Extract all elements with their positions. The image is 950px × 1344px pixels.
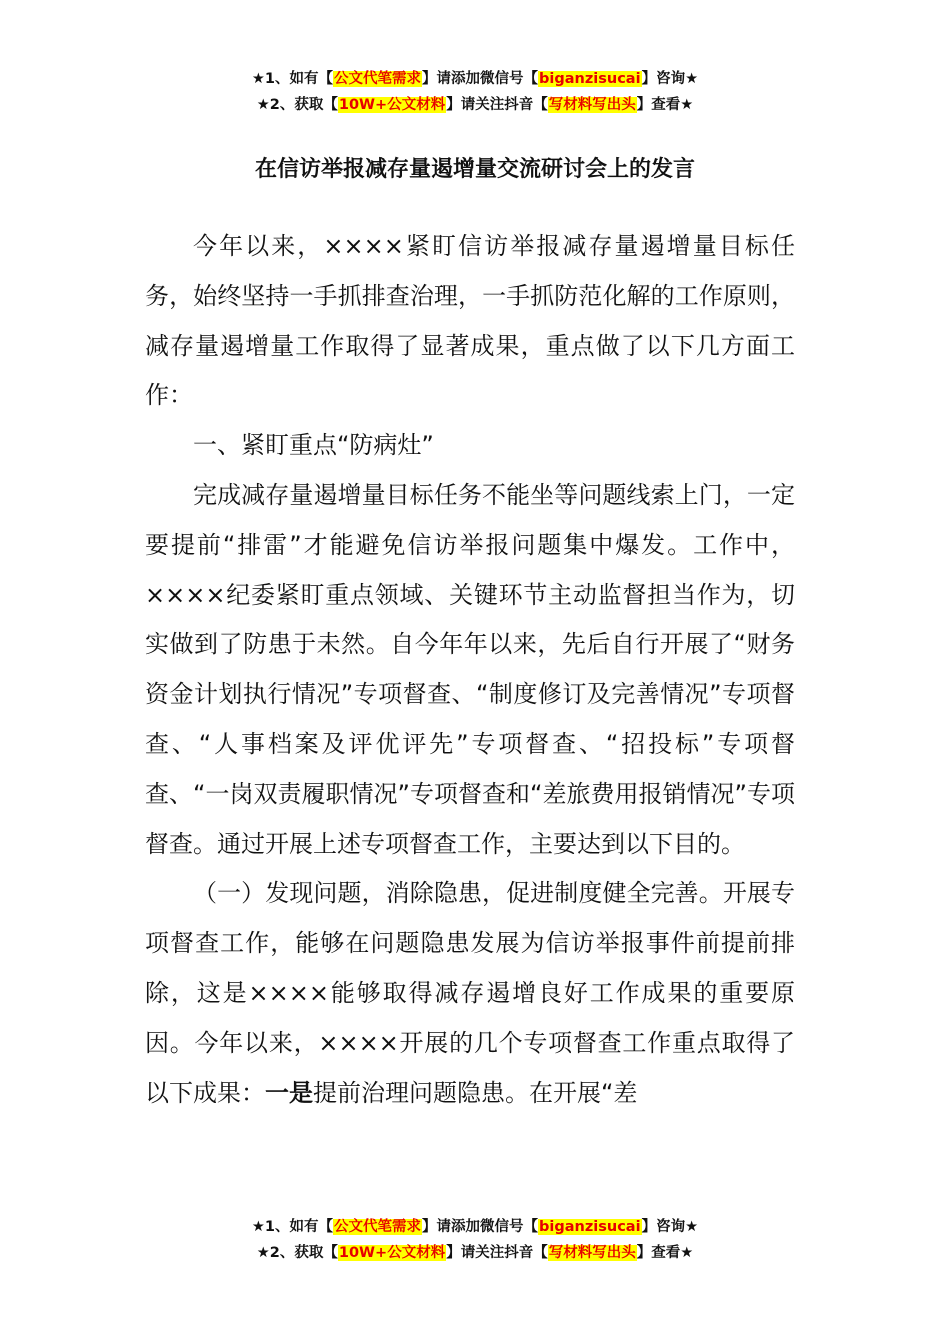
banner-text: 】请添加微信号【: [422, 1219, 539, 1235]
banner-text: 】请关注抖音【: [446, 1245, 548, 1261]
banner-text: 】咨询★: [641, 1219, 699, 1235]
banner-text: 】请添加微信号【: [422, 71, 539, 87]
banner-highlight: 10W+公文材料: [338, 1245, 446, 1261]
banner-text: ★2、获取【: [256, 1245, 338, 1261]
banner-highlight: 公文代笔需求: [334, 1219, 422, 1235]
banner-text: 】查看★: [636, 1245, 694, 1261]
bold-lead: 一是: [265, 1078, 313, 1107]
header-banner: [0, 66, 950, 118]
paragraph-text: （一）发现问题，消除隐患，促进制度健全完善。开展专项督查工作，能够在问题隐患发展为信访举报事件前提前排除，这是××××能够取得减存遏增良好工作成果的重要原因。今年以来，××××开展的几个专项督查工作重点取得了以下成果：: [145, 879, 795, 1107]
section-heading: 一、紧盯重点“防病灶”: [193, 431, 434, 460]
banner-line-2: [0, 92, 950, 118]
banner-highlight: 写材料写出头: [548, 97, 636, 113]
paragraph: [145, 869, 795, 1118]
banner-text: ★2、获取【: [256, 97, 338, 113]
banner-text: ★1、如有【: [251, 71, 334, 87]
banner-text: 】查看★: [636, 97, 694, 113]
banner-highlight: biganzisucai: [539, 1219, 641, 1235]
footer-banner: [0, 1214, 950, 1266]
paragraph: 完成减存量遏增量目标任务不能坐等问题线索上门，一定要提前“排雷”才能避免信访举报问题集中爆发。工作中，××××纪委紧盯重点领域、关键环节主动监督担当作为，切实做到了防患于未然。自今年年以来，先后自行开展了“财务资金计划执行情况”专项督查、“制度修订及完善情况”专项督查、“人事档案及评优评先”专项督查、“招投标”专项督查、“一岗双责履职情况”专项督查和“差旅费用报销情况”专项督查。通过开展上述专项督查工作，主要达到以下目的。: [145, 480, 795, 858]
document-title: 在信访举报减存量遏增量交流研讨会上的发言: [254, 157, 695, 182]
paragraph-text: 提前治理问题隐患。在开展“差: [313, 1078, 638, 1107]
banner-highlight: 10W+公文材料: [338, 97, 446, 113]
document-body: [145, 222, 795, 1118]
banner-line-2: [0, 1240, 950, 1266]
banner-highlight: 公文代笔需求: [334, 71, 422, 87]
paragraph: 今年以来，××××紧盯信访举报减存量遏增量目标任务，始终坚持一手抓排查治理，一手抓防范化解的工作原则，减存量遏增量工作取得了显著成果，重点做了以下几方面工作：: [145, 232, 795, 410]
banner-text: 】请关注抖音【: [446, 97, 548, 113]
banner-highlight: 写材料写出头: [548, 1245, 636, 1261]
banner-line-1: [0, 1214, 950, 1240]
banner-highlight: biganzisucai: [539, 71, 641, 87]
banner-text: 】咨询★: [641, 71, 699, 87]
banner-line-1: [0, 66, 950, 92]
banner-text: ★1、如有【: [251, 1219, 334, 1235]
